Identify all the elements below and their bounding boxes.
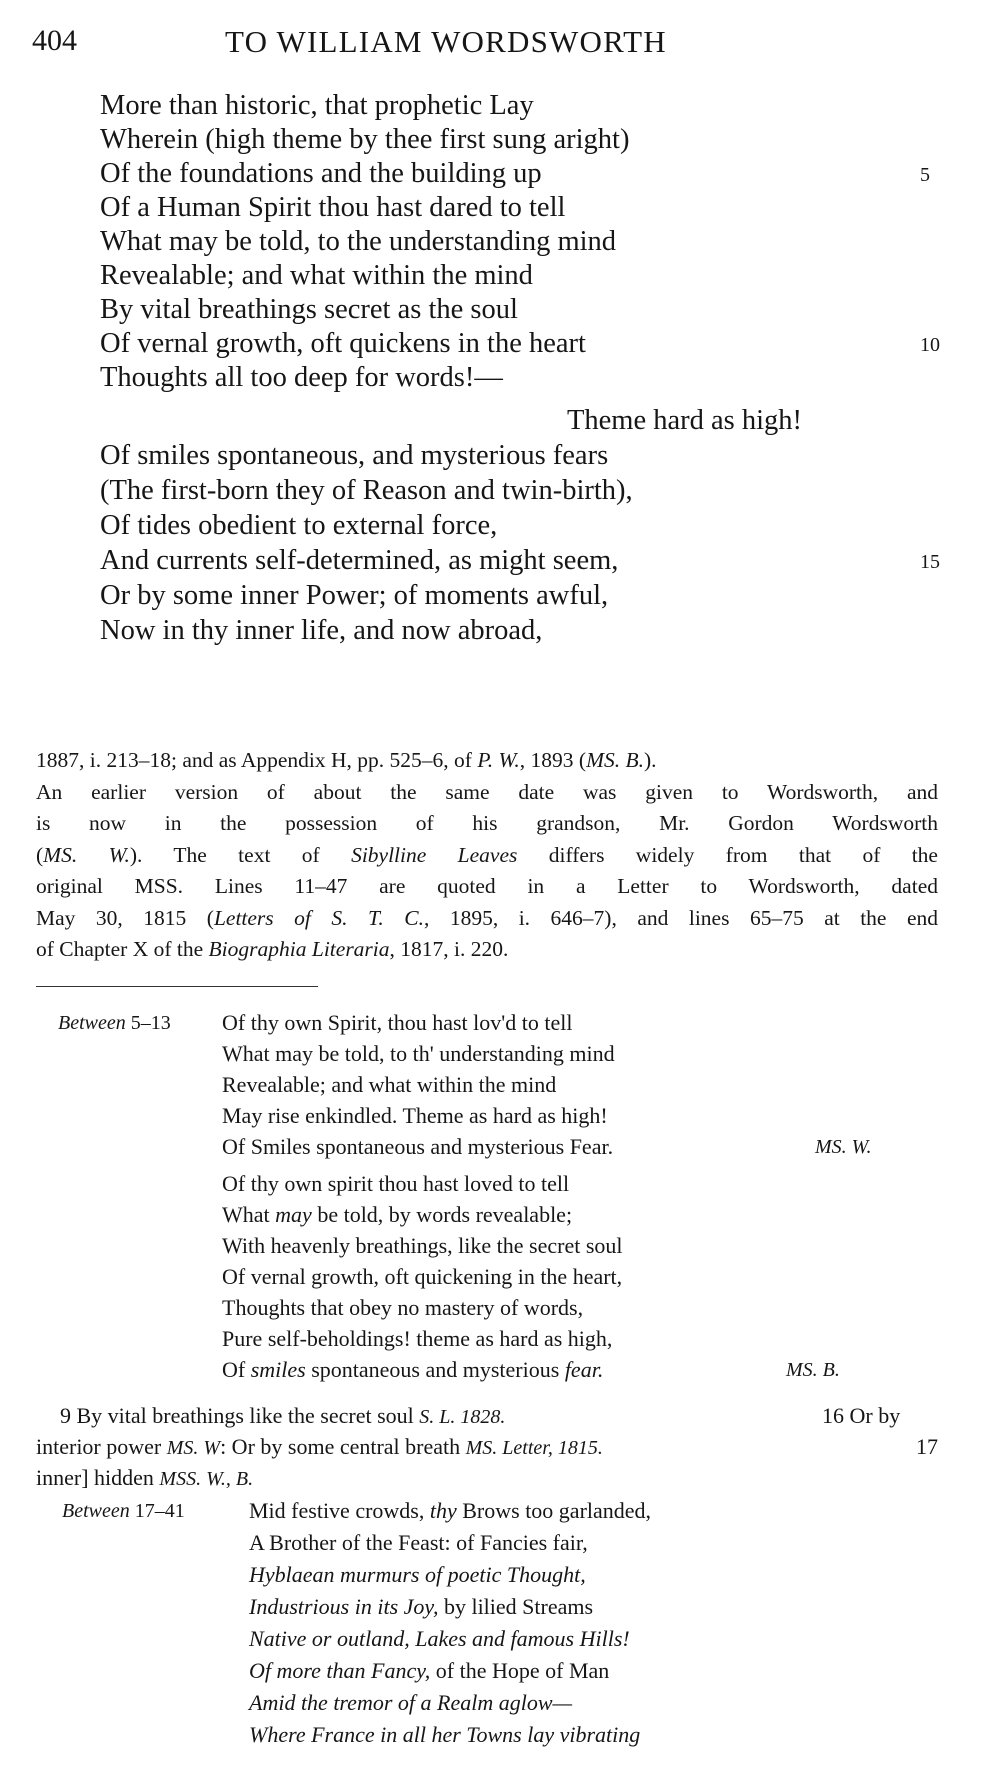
variant-note-17-number: 17 xyxy=(916,1434,938,1459)
variant-line: A Brother of the Feast: of Fancies fair, xyxy=(249,1530,588,1555)
poem-line: More than historic, that prophetic Lay xyxy=(100,90,534,121)
variant-line: Amid the tremor of a Realm aglow— xyxy=(249,1690,573,1715)
variant-note-16: 16 Or by xyxy=(822,1403,901,1428)
poem-line: What may be told, to the understanding mind xyxy=(100,226,617,257)
variant-line: Thoughts that obey no mastery of words, xyxy=(222,1295,584,1320)
variant-line: What may be told, by words revealable; xyxy=(222,1202,573,1227)
variant-line: Of more than Fancy, of the Hope of Man xyxy=(249,1658,610,1683)
note-line: original MSS. Lines 11–47 are quoted in a Letter to Wordsworth, dated xyxy=(36,874,938,898)
variant-line: With heavenly breathings, like the secret soul xyxy=(222,1233,623,1258)
line-number: 10 xyxy=(920,334,940,356)
variant-line: Native or outland, Lakes and famous Hills! xyxy=(249,1626,630,1651)
variant-line: Where France in all her Towns lay vibrating xyxy=(249,1722,641,1747)
note-line: (MS. W.). The text of Sibylline Leaves differs widely from that of the xyxy=(36,842,938,867)
line-number: 15 xyxy=(920,551,940,573)
note-line: of Chapter X of the Biographia Literaria, 1817, i. 220. xyxy=(36,937,509,961)
poem-line: Thoughts all too deep for words!— xyxy=(100,362,503,393)
poem-line: Of the foundations and the building up xyxy=(100,158,542,189)
poem-line: And currents self-determined, as might seem, xyxy=(100,545,619,576)
poem-line: Of smiles spontaneous, and mysterious fears xyxy=(100,440,609,471)
variant-line: Of smiles spontaneous and mysterious fear. xyxy=(222,1357,604,1382)
note-line: 1887, i. 213–18; and as Appendix H, pp. 525–6, of P. W., 1893 (MS. B.). xyxy=(36,748,657,772)
poem-line: (The first-born they of Reason and twin-birth), xyxy=(100,475,633,506)
footnote-rule xyxy=(36,986,318,987)
variant-line: Mid festive crowds, thy Brows too garlanded, xyxy=(249,1498,652,1523)
poem-line: Of vernal growth, oft quickens in the heart xyxy=(100,328,586,359)
variant-line: Hyblaean murmurs of poetic Thought, xyxy=(249,1562,586,1587)
variant-line: What may be told, to th' understanding mind xyxy=(222,1041,615,1066)
variant-note-line: interior power MS. W: Or by some central breath MS. Letter, 1815. xyxy=(36,1434,603,1459)
source-siglum: MS. W. xyxy=(815,1136,872,1158)
editorial-note xyxy=(36,745,938,966)
variant-label: Between 17–41 xyxy=(62,1500,185,1522)
note-line: is now in the possession of his grandson, Mr. Gordon Wordsworth xyxy=(36,811,938,835)
line-number: 5 xyxy=(920,164,930,186)
poem-line: By vital breathings secret as the soul xyxy=(100,294,518,325)
poem-line: Wherein (high theme by thee first sung aright) xyxy=(100,124,630,155)
variant-line: Of Smiles spontaneous and mysterious Fear. xyxy=(222,1134,614,1159)
note-line: An earlier version of about the same date was given to Wordsworth, and xyxy=(36,779,938,804)
note-line: May 30, 1815 (Letters of S. T. C., 1895, i. 646–7), and lines 65–75 at the end xyxy=(36,905,938,930)
variant-line: Revealable; and what within the mind xyxy=(222,1072,557,1097)
poem-line: Theme hard as high! xyxy=(567,405,803,436)
poem-line: Of tides obedient to external force, xyxy=(100,510,498,541)
poem-line: Of a Human Spirit thou hast dared to tell xyxy=(100,192,566,223)
variant-note-17: inner] hidden MSS. W., B. xyxy=(36,1465,254,1490)
variant-line: Of thy own spirit thou hast loved to tell xyxy=(222,1171,570,1196)
variant-note-9: 9 By vital breathings like the secret soul S. L. 1828. xyxy=(60,1403,506,1428)
poem-line: Or by some inner Power; of moments awful, xyxy=(100,580,609,611)
variant-line: Pure self-beholdings! theme as hard as high, xyxy=(222,1326,613,1351)
running-title: TO WILLIAM WORDSWORTH xyxy=(225,24,667,59)
variant-label: Between 5–13 xyxy=(58,1012,171,1034)
poem-line: Now in thy inner life, and now abroad, xyxy=(100,615,543,646)
page-number: 404 xyxy=(32,24,77,57)
variant-line: May rise enkindled. Theme as hard as high! xyxy=(222,1103,608,1128)
source-siglum: MS. B. xyxy=(786,1359,840,1381)
variant-line: Industrious in its Joy, by lilied Streams xyxy=(249,1594,594,1619)
variant-line: Of thy own Spirit, thou hast lov'd to tell xyxy=(222,1010,573,1035)
poem-line: Revealable; and what within the mind xyxy=(100,260,533,291)
variant-line: Of vernal growth, oft quickening in the heart, xyxy=(222,1264,623,1289)
